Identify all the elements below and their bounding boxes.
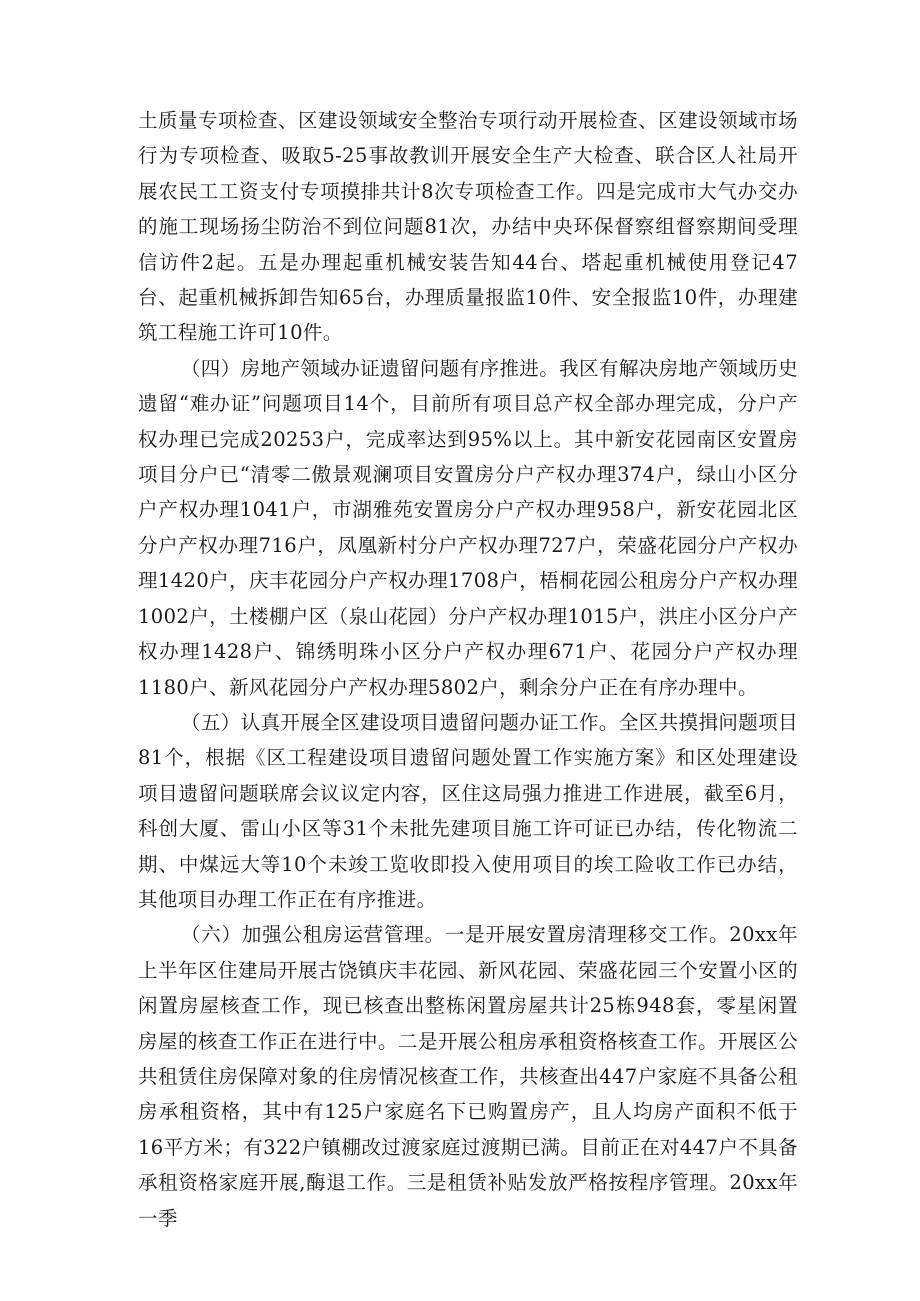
paragraph-construction-project-legacy: （五）认真开展全区建设项目遗留问题办证工作。全区共摸揖问题项目81个，根据《区工程建设项目遗留问题处置工作实施方案》和区处理建设项目遗留问题联席会议议定内容，区住这局强力推进工作进展，截至6月，科创大厦、雷山小区等31个未批先建项目施工许可证已办结，传化物流二期、中煤远大等10个未竣工览收即投入使用项目的埃工险收工作已办结，其他项目办理工作正在有序推进。: [138, 710, 798, 911]
document-body: [138, 103, 798, 1236]
paragraph-real-estate-certificates: （四）房地产领域办证遗留问题有序推进。我区有解决房地产领域历史遗留“难办证”问题项目14个，目前所有项目总产权全部办理完成，分户产权办理已完成20253户，完成率达到95%以上。其中新安花园南区安置房项目分户已“清零二傲景观澜项目安置房分户产权办理374户，绿山小区分户产权办理1041户，市湖雅苑安置房分户产权办理958户，新安花园北区分户产权办理716户，凤凰新村分户产权办理727户，荣盛花园分户产权办理1420户，庆丰花园分户产权办理1708户，梧桐花园公租房分户产权办理1002户，土楼棚户区（泉山花园）分户产权办理1015户，洪庄小区分户产权办理1428户、锦绣明珠小区分户产权办理671户、花园分户产权办理1180户、新风花园分户产权办理5802户，剩余分户正在有序办理中。: [138, 356, 798, 699]
paragraph-inspection-continued: 土质量专项检查、区建设领域安全整治专项行动开展检查、区建设领域市场行为专项检查、吸取5-25事故教训开展安全生产大检查、联合区人社局开展农民工工资支付专项摸排共计8次专项检查工作。四是完成市大气办交办的施工现场扬尘防治不到位问题81次，办结中央环保督察组督察期间受理信访件2起。五是办理起重机械安装告知44台、塔起重机械使用登记47台、起重机械拆卸告知65台，办理质量报监10件、安全报监10件，办理建筑工程施工许可10件。: [138, 109, 798, 345]
paragraph-public-rental-housing: （六）加强公租房运营管理。一是开展安置房清理移交工作。20xx年上半年区住建局开展古饶镇庆丰花园、新风花园、荣盛花园三个安置小区的闲置房屋核查工作，现已核查出整栋闲置房屋共计25栋948套，零星闲置房屋的核查工作正在进行中。二是开展公租房承租资格核查工作。开展区公共租赁住房保障对象的住房情况核查工作，共核查出447户家庭不具备公租房承租资格，其中有125户家庭名下已购置房产，且人均房产面积不低于16平方米；有322户镇棚改过渡家庭过渡期已满。目前正在对447户不具备承租资格家庭开展,酶退工作。三是租赁补贴发放严格按程序管理。20xx年一季: [138, 923, 798, 1230]
